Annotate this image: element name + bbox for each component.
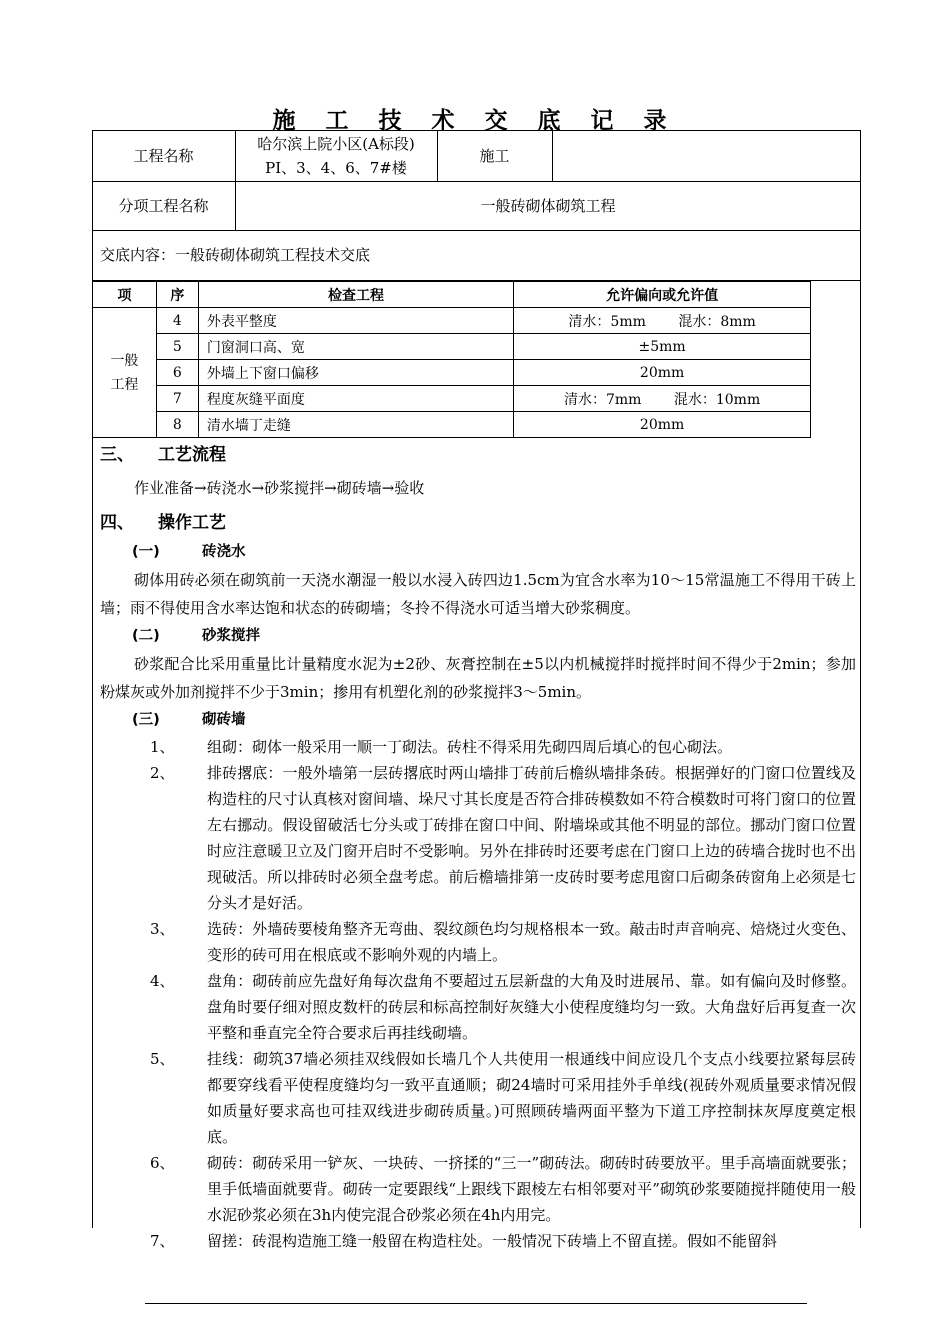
subsection-title: 砌砖墙 bbox=[202, 712, 246, 728]
section-heading bbox=[100, 508, 856, 538]
table-row bbox=[93, 386, 811, 412]
list-item-text: 组砌：砌体一般采用一顺一丁砌法。砖柱不得采用先砌四周后填心的包心砌法。 bbox=[207, 738, 733, 756]
list-item-text: 留搓：砖混构造施工缝一般留在构造柱处。一般情况下砖墙上不留直搓。假如不能留斜 bbox=[207, 1232, 778, 1250]
project-name-label: 工程名称 bbox=[133, 146, 194, 165]
row-no: 8 bbox=[156, 412, 198, 438]
list-item-number: 6、 bbox=[150, 1154, 175, 1172]
list-item-number: 2、 bbox=[150, 764, 175, 782]
process-flow: 作业准备→砖浇水→砂浆搅拌→砌砖墙→验收 bbox=[134, 479, 425, 497]
subsection-number: (一) bbox=[132, 544, 160, 560]
footer-rule bbox=[145, 1303, 807, 1304]
inspection-table bbox=[92, 281, 811, 436]
project-name-line1: 哈尔滨上院小区(A标段) bbox=[257, 134, 415, 153]
section-heading bbox=[100, 440, 856, 470]
col-header-seq: 序 bbox=[156, 282, 198, 308]
table-row bbox=[93, 412, 811, 438]
subsection-heading bbox=[100, 622, 856, 650]
row-value: 清水：7mm 混水：10mm bbox=[514, 386, 811, 412]
project-name-line2: PI、3、4、6、7#楼 bbox=[265, 158, 407, 177]
list-item bbox=[100, 1046, 856, 1150]
list-item-number: 1、 bbox=[150, 738, 175, 756]
list-item-text: 挂线：砌筑37墙必须挂双线假如长墙几个人共使用一根通线中间应设几个支点小线要拉紧每层砖都要穿线看平使程度缝均匀一致平直通顺；砌24墙时可采用挂外手单线(视砖外观质量要求情况假如质量好要求高也可挂双线进步砌砖质量。)可照顾砖墙两面平整为下道工序控制抹灰厚度奠定根底。 bbox=[207, 1050, 856, 1146]
list-item-number: 4、 bbox=[150, 972, 175, 990]
list-item-number: 5、 bbox=[150, 1050, 175, 1068]
section-title: 工艺流程 bbox=[158, 445, 226, 465]
list-item bbox=[100, 760, 856, 916]
row-item: 门窗洞口高、宽 bbox=[198, 334, 513, 360]
row-item: 外表平整度 bbox=[198, 308, 513, 334]
table-row bbox=[93, 308, 811, 334]
sub-project-label: 分项工程名称 bbox=[118, 196, 209, 215]
list-item bbox=[100, 916, 856, 968]
list-item-text: 盘角：砌砖前应先盘好角每次盘角不要超过五层新盘的大角及时进展吊、靠。如有偏向及时修整。盘角时要仔细对照皮数杆的砖层和标高控制好灰缝大小使程度缝均匀一致。大角盘好后再复查一次平整和垂直完全符合要求后再挂线砌墙。 bbox=[207, 972, 856, 1042]
disclosure-content: 交底内容：一般砖砌体砌筑工程技术交底 bbox=[100, 246, 371, 264]
list-item-text: 选砖：外墙砖要棱角整齐无弯曲、裂纹颜色均匀规格根本一致。敲击时声音响亮、焙烧过火变色、变形的砖可用在根底或不影响外观的内墙上。 bbox=[207, 920, 856, 964]
table-header-row bbox=[93, 282, 811, 308]
paragraph: 砂浆配合比采用重量比计量精度水泥为±2砂、灰膏控制在±5以内机械搅拌时搅拌时间不得少于2min；参加粉煤灰或外加剂搅拌不少于3min；掺用有机塑化剂的砂浆搅拌3～5min。 bbox=[100, 655, 856, 701]
group-label: 一般 工程 bbox=[93, 308, 157, 438]
table-row bbox=[93, 360, 811, 386]
list-item-number: 3、 bbox=[150, 920, 175, 938]
row-no: 5 bbox=[156, 334, 198, 360]
row-value: ±5mm bbox=[514, 334, 811, 360]
construction-value bbox=[552, 130, 861, 181]
col-header-check: 检查工程 bbox=[198, 282, 513, 308]
subsection-heading bbox=[100, 538, 856, 566]
row-no: 6 bbox=[156, 360, 198, 386]
document-title: 施 工 技 术 交 底 记 录 bbox=[272, 108, 678, 134]
construction-label: 施工 bbox=[479, 146, 510, 165]
sub-project-value: 一般砖砌体砌筑工程 bbox=[480, 196, 616, 215]
row-item: 外墙上下窗口偏移 bbox=[198, 360, 513, 386]
list-item-text: 排砖撂底：一般外墙第一层砖撂底时两山墙排丁砖前后檐纵墙排条砖。根据弹好的门窗口位置线及构造柱的尺寸认真核对窗间墙、垛尺寸其长度是否符合排砖模数如不符合模数时可将门窗口的位置左右挪动。假设留破活七分头或丁砖排在窗口中间、附墙垛或其他不明显的部位。挪动门窗口位置时应注意暖卫立及门窗开启时不受影响。另外在排砖时还要考虑在门窗口上边的砖墙合拢时也不出现破活。所以排砖时必须全盘考虑。前后檐墙排第一皮砖时要考虑甩窗口后砌条砖窗角上必须是七分头才是好活。 bbox=[207, 764, 856, 912]
list-item bbox=[100, 734, 856, 760]
row-value: 20mm bbox=[514, 360, 811, 386]
subsection-title: 砖浇水 bbox=[202, 544, 246, 560]
row-no: 7 bbox=[156, 386, 198, 412]
row-value: 20mm bbox=[514, 412, 811, 438]
subsection-title: 砂浆搅拌 bbox=[202, 628, 260, 644]
project-name-value bbox=[235, 130, 437, 181]
paragraph: 砌体用砖必须在砌筑前一天浇水潮湿一般以水浸入砖四边1.5cm为宜含水率为10～15常温施工不得用干砖上墙；雨不得使用含水率达饱和状态的砖砌墙；冬拎不得浇水可适当增大砂浆稠度。 bbox=[100, 571, 856, 617]
row-item: 程度灰缝平面度 bbox=[198, 386, 513, 412]
row-value: 清水：5mm 混水：8mm bbox=[514, 308, 811, 334]
list-item bbox=[100, 1228, 856, 1254]
row-no: 4 bbox=[156, 308, 198, 334]
section-number: 三、 bbox=[100, 445, 134, 465]
col-header-tolerance: 允许偏向或允许值 bbox=[514, 282, 811, 308]
col-header-item: 项 bbox=[93, 282, 157, 308]
list-item-number: 7、 bbox=[150, 1232, 175, 1250]
body-content bbox=[100, 440, 856, 1254]
table-row bbox=[93, 334, 811, 360]
row-item: 清水墙丁走缝 bbox=[198, 412, 513, 438]
section-title: 操作工艺 bbox=[158, 513, 226, 533]
list-item bbox=[100, 1150, 856, 1228]
section-number: 四、 bbox=[100, 513, 134, 533]
subsection-number: (二) bbox=[132, 628, 160, 644]
subsection-heading bbox=[100, 706, 856, 734]
list-item-text: 砌砖：砌砖采用一铲灰、一块砖、一挤揉的“三一”砌砖法。砌砖时砖要放平。里手高墙面就要张；里手低墙面就要背。砌砖一定要跟线“上跟线下跟棱左右相邻要对平”砌筑砂浆要随搅拌随使用一般水泥砂浆必须在3h内使完混合砂浆必须在4h内用完。 bbox=[207, 1154, 856, 1224]
list-item bbox=[100, 968, 856, 1046]
subsection-number: (三) bbox=[132, 712, 160, 728]
